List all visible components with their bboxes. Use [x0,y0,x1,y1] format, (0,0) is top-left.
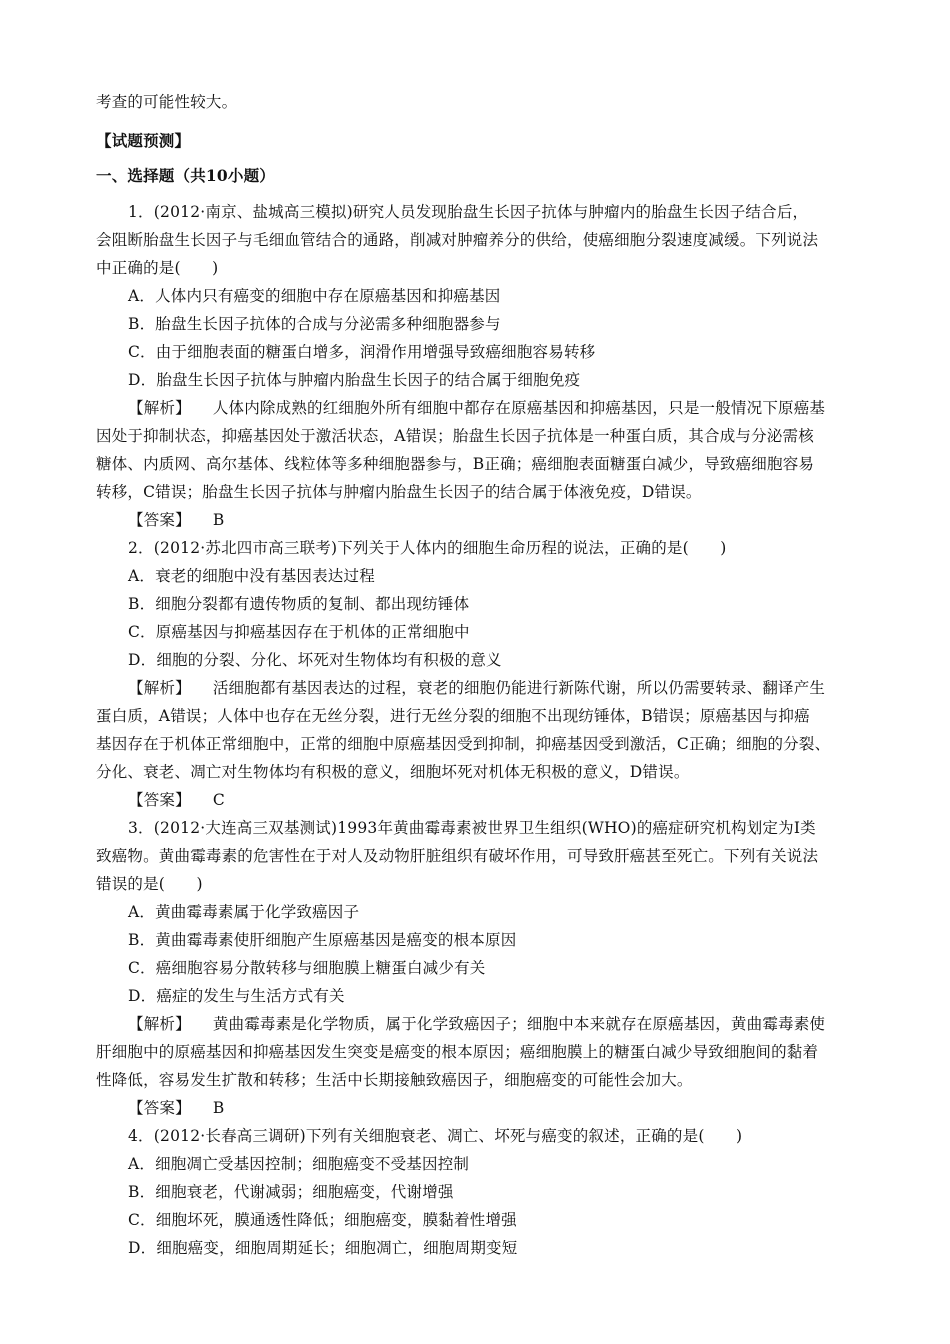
question-3-stem-line-1: 3．(2012·大连高三双基测试)1993年黄曲霉毒素被世界卫生组织(WHO)的癌症研究机构划定为Ⅰ类 [128,819,816,837]
answer-value: B [212,511,225,529]
question-3-analysis-line-3: 性降低，容易发生扩散和转移；生活中长期接触致癌因子，细胞癌变的可能性会加大。 [96,1071,693,1089]
question-4-stem-line-1: 4．(2012·长春高三调研)下列有关细胞衰老、凋亡、坏死与癌变的叙述，正确的是( ) [128,1127,743,1145]
question-4-option-c: C．细胞坏死，膜通透性降低；细胞癌变，膜黏着性增强 [128,1211,517,1229]
question-3-option-d: D．癌症的发生与生活方式有关 [128,987,345,1005]
question-1-option-a: A．人体内只有癌变的细胞中存在原癌基因和抑癌基因 [128,287,501,305]
question-2-analysis-line-3: 基因存在于机体正常细胞中，正常的细胞中原癌基因受到抑制，抑癌基因受到激活，C正确；细胞的分裂、 [96,735,831,753]
question-1-analysis-line-3: 糖体、内质网、高尔基体、线粒体等多种细胞器参与，B正确；癌细胞表面糖蛋白减少，导致癌细胞容易 [96,455,815,473]
question-1-answer [128,506,871,534]
answer-value: B [212,1099,225,1117]
question-1-option-d: D．胎盘生长因子抗体与肿瘤内胎盘生长因子的结合属于细胞免疫 [128,371,581,389]
answer-label: 【答案】 [128,791,191,809]
question-2-option-a: A．衰老的细胞中没有基因表达过程 [128,567,375,585]
question-1-stem-line-2: 会阻断胎盘生长因子与毛细血管结合的通路，削减对肿瘤养分的供给，使癌细胞分裂速度减缓。下列说法 [96,231,819,249]
question-3-stem-line-3: 错误的是( ) [96,875,203,893]
question-1-stem-line-1: 1．(2012·南京、盐城高三模拟)研究人员发现胎盘生长因子抗体与肿瘤内的胎盘生长因子结合后， [128,203,809,221]
question-1-analysis-line-1: 【解析】 人体内除成熟的红细胞外所有细胞中都存在原癌基因和抑癌基因，只是一般情况下原癌基 [128,399,826,417]
question-3-option-a: A．黄曲霉毒素属于化学致癌因子 [128,903,360,921]
question-4-option-b: B．细胞衰老，代谢减弱；细胞癌变，代谢增强 [128,1183,454,1201]
question-2-analysis-line-4: 分化、衰老、凋亡对生物体均有积极的意义，细胞坏死对机体无积极的意义，D错误。 [96,763,690,781]
question-2-option-b: B．细胞分裂都有遗传物质的复制、都出现纺锤体 [128,595,470,613]
question-3-option-c: C．癌细胞容易分散转移与细胞膜上糖蛋白减少有关 [128,959,486,977]
question-4-option-a: A．细胞凋亡受基因控制；细胞癌变不受基因控制 [128,1155,470,1173]
answer-label: 【答案】 [128,1099,191,1117]
question-1-option-b: B．胎盘生长因子抗体的合成与分泌需多种细胞器参与 [128,315,501,333]
question-1-stem-line-3: 中正确的是( ) [96,259,219,277]
analysis-label: 【解析】 [128,399,191,417]
question-2-option-c: C．原癌基因与抑癌基因存在于机体的正常细胞中 [128,623,470,641]
question-3-stem-line-2: 致癌物。黄曲霉毒素的危害性在于对人及动物肝脏组织有破坏作用，可导致肝癌甚至死亡。下列有关说法 [96,847,819,865]
question-1-analysis-line-4: 转移，C错误；胎盘生长因子抗体与肿瘤内胎盘生长因子的结合属于体液免疫，D错误。 [96,483,702,501]
question-3-analysis-line-2: 肝细胞中的原癌基因和抑癌基因发生突变是癌变的根本原因；癌细胞膜上的糖蛋白减少导致细胞间的黏着 [96,1043,819,1061]
question-4-option-d: D．细胞癌变，细胞周期延长；细胞凋亡，细胞周期变短 [128,1239,518,1257]
question-3-option-b: B．黄曲霉毒素使肝细胞产生原癌基因是癌变的根本原因 [128,931,517,949]
question-2-analysis-line-2: 蛋白质，A错误；人体中也存在无丝分裂，进行无丝分裂的细胞不出现纺锤体，B错误；原癌基因与抑癌 [96,707,810,725]
question-3-analysis-line-1: 【解析】 黄曲霉毒素是化学物质，属于化学致癌因子；细胞中本来就存在原癌基因，黄曲霉毒素使 [128,1015,826,1033]
analysis-label: 【解析】 [128,1015,191,1033]
question-2-stem-line-1: 2．(2012·苏北四市高三联考)下列关于人体内的细胞生命历程的说法，正确的是( ) [128,539,727,557]
question-2-analysis-line-1: 【解析】 活细胞都有基因表达的过程，衰老的细胞仍能进行新陈代谢，所以仍需要转录、翻译产生 [128,679,826,697]
question-1-option-c: C．由于细胞表面的糖蛋白增多，润滑作用增强导致癌细胞容易转移 [128,343,596,361]
question-1-analysis-line-2: 因处于抑制状态，抑癌基因处于激活状态，A错误；胎盘生长因子抗体是一种蛋白质，其合成与分泌需核 [96,427,814,445]
answer-label: 【答案】 [128,511,191,529]
intro-tail-text: 考查的可能性较大。 [96,93,238,111]
analysis-label: 【解析】 [128,679,191,697]
question-2-answer [128,786,871,814]
section-title: 【试题预测】 [96,131,191,150]
question-3-answer [128,1094,871,1122]
answer-value: C [212,791,225,809]
part-title: 一、选择题（共10小题） [96,166,275,185]
question-2-option-d: D．细胞的分裂、分化、坏死对生物体均有积极的意义 [128,651,502,669]
